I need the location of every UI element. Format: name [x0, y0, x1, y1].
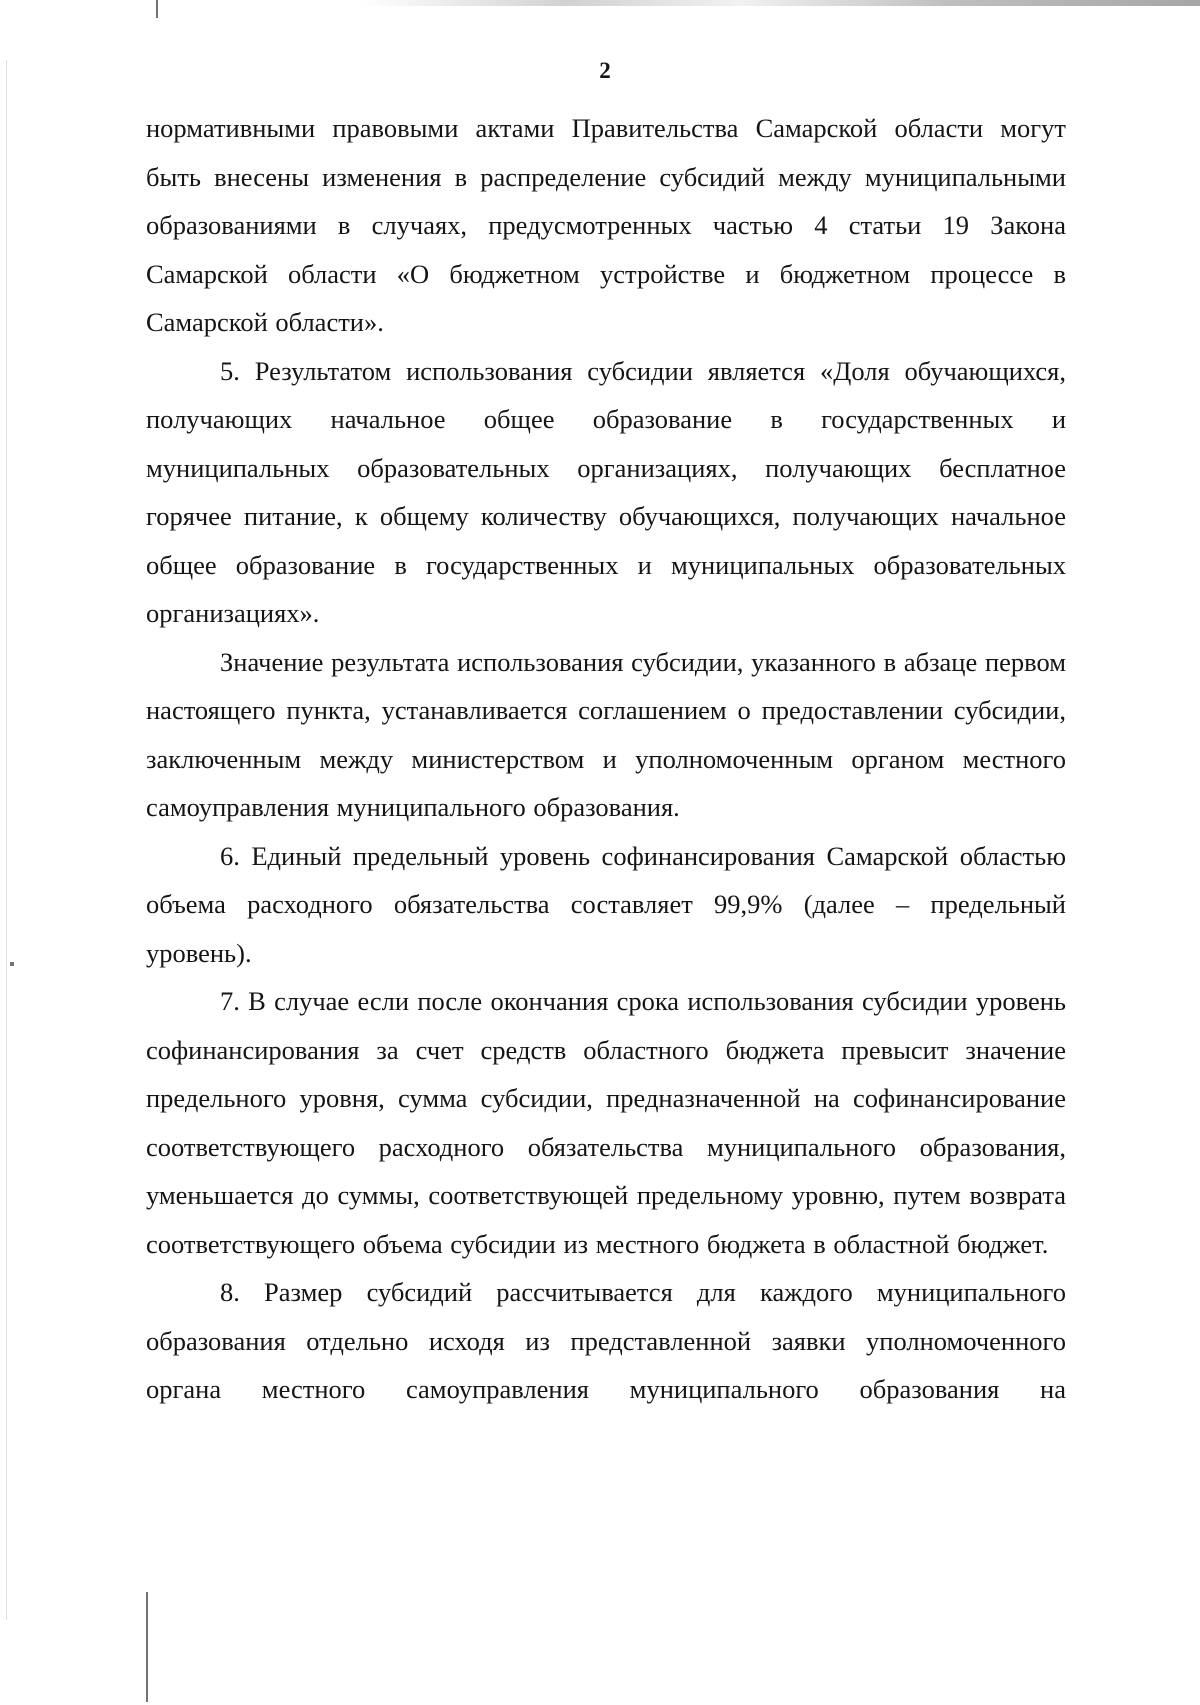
paragraph-continuation: нормативными правовыми актами Правительства Самарской области могут быть внесены изменения в распределение субсидий между муниципальными образованиями в случаях, предусмотренных частью 4 статьи 19 Закона Самарской области «О бюджетном устройстве и бюджетном процессе в Самарской области». [146, 113, 1066, 337]
paragraph-item-8: 8. Размер субсидий рассчитывается для каждого муниципального образования отдельно исходя из представленной заявки уполномоченного органа местного самоуправления муниципального образования на [146, 1277, 1066, 1404]
paragraph-result-value: Значение результата использования субсидии, указанного в абзаце первом настоящего пункта, устанавливается соглашением о предоставлении субсидии, заключенным между министерством и уполномоченным органом местного самоуправления муниципального образования. [146, 646, 1066, 822]
scan-mark [156, 0, 158, 18]
document-body [146, 104, 1066, 1414]
scan-mark [10, 962, 14, 966]
scan-left-edge [6, 60, 7, 1620]
paragraph-item-6: 6. Единый предельный уровень софинансирования Самарской областью объема расходного обязательства составляет 99,9% (далее – предельный уровень). [146, 840, 1066, 968]
page-number: 2 [599, 58, 611, 83]
scan-mark [146, 1592, 148, 1702]
paragraph-item-7: 7. В случае если после окончания срока использования субсидии уровень софинансирования за счет средств областного бюджета превысит значение предельного уровня, сумма субсидии, предназначенной на софинансирование соответствующего расходного обязательства муниципального образования, уменьшается до суммы, соответствующей предельному уровню, путем возврата соответствующего объема субсидии из местного бюджета в областной бюджет. [146, 986, 1066, 1259]
scan-top-edge [360, 0, 1200, 6]
paragraph-item-5: 5. Результатом использования субсидии является «Доля обучающихся, получающих начальное общее образование в государственных и муниципальных образовательных организациях, получающих бесплатное горячее питание, к общему количеству обучающихся, получающих начальное общее образование в государственных и муниципальных образовательных организациях». [146, 355, 1066, 628]
